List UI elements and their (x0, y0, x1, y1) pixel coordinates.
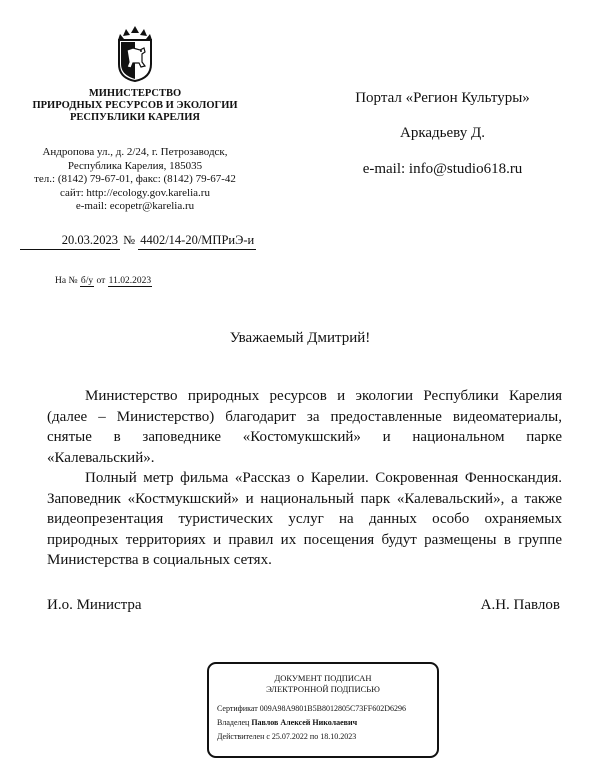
owner-label: Владелец (217, 718, 250, 727)
email-link[interactable]: e-mail: ecopetr@karelia.ru (75, 200, 195, 212)
ref-number: б/у (80, 276, 94, 286)
stamp-title (209, 673, 437, 695)
letter-body (47, 386, 562, 571)
ref-from: от (96, 276, 106, 286)
valid-to: 18.10.2023 (320, 732, 357, 741)
ministry-line-1: МИНИСТЕРСТВО (88, 88, 182, 99)
ref-date: 11.02.2023 (108, 276, 152, 286)
paragraph-2: Полный метр фильма «Рассказ о Карелии. Сокровенная Фенноскандия. Заповедник «Костмукшский» и национальный парк «Калевальский», а также видеопрезентация туристических услуг на данных особо охраняемых природных территориях и правил их посещения будут размещены в группе Министерства в социальных сетях. (47, 470, 562, 568)
address-line-2: Республика Карелия, 185035 (67, 159, 203, 172)
ref-prefix: На № (55, 276, 78, 286)
stamp-title-line-2: ЭЛЕКТРОННОЙ ПОДПИСЬЮ (266, 684, 380, 694)
outgoing-number-line (20, 233, 256, 250)
valid-to-label: по (309, 732, 319, 741)
signer-title: И.о. Министра (47, 597, 142, 613)
valid-label: Действителен с (217, 732, 270, 741)
stamp-validity (217, 731, 437, 742)
electronic-signature-stamp (207, 662, 439, 758)
karelia-coat-of-arms-icon (116, 26, 154, 82)
valid-from: 25.07.2022 (271, 732, 308, 741)
ministry-line-2: ПРИРОДНЫХ РЕСУРСОВ И ЭКОЛОГИИ (32, 100, 238, 111)
greeting: Уважаемый Дмитрий! (229, 330, 371, 346)
ministry-name (20, 88, 250, 124)
recipient-person: Аркадьеву Д. (400, 125, 485, 141)
owner-value: Павлов Алексей Николаевич (251, 718, 358, 727)
outgoing-date: 20.03.2023 (20, 233, 120, 250)
outgoing-number: 4402/14-20/МПРиЭ-и (138, 233, 256, 250)
ministry-line-3: РЕСПУБЛИКИ КАРЕЛИЯ (70, 112, 200, 123)
address-line-1: Андропова ул., д. 2/24, г. Петрозаводск, (42, 146, 228, 158)
paragraph-1: Министерство природных ресурсов и экологии Республики Карелия (далее – Министерство) благодарит за предоставленные видеоматериалы, снятые в заповеднике «Костомукшский» и национальном парке «Калевальский». (47, 388, 562, 466)
ministry-address (20, 146, 250, 214)
reference-line (55, 276, 152, 286)
recipient-org: Портал «Регион Культуры» (355, 90, 530, 106)
site-link[interactable]: сайт: http://ecology.gov.karelia.ru (60, 186, 210, 199)
signer-name: А.Н. Павлов (480, 597, 560, 613)
cert-label: Сертификат (217, 704, 258, 713)
stamp-certificate (217, 703, 437, 714)
stamp-title-line-1: ДОКУМЕНТ ПОДПИСАН (274, 673, 372, 683)
recipient-email[interactable]: e-mail: info@studio618.ru (362, 161, 523, 177)
phone-line: тел.: (8142) 79-67-01, факс: (8142) 79-67-42 (34, 173, 236, 185)
cert-value: 009A98A9801B5B8012805C73FF602D6296 (259, 704, 406, 713)
stamp-owner (217, 717, 437, 728)
number-prefix: № (123, 233, 136, 247)
